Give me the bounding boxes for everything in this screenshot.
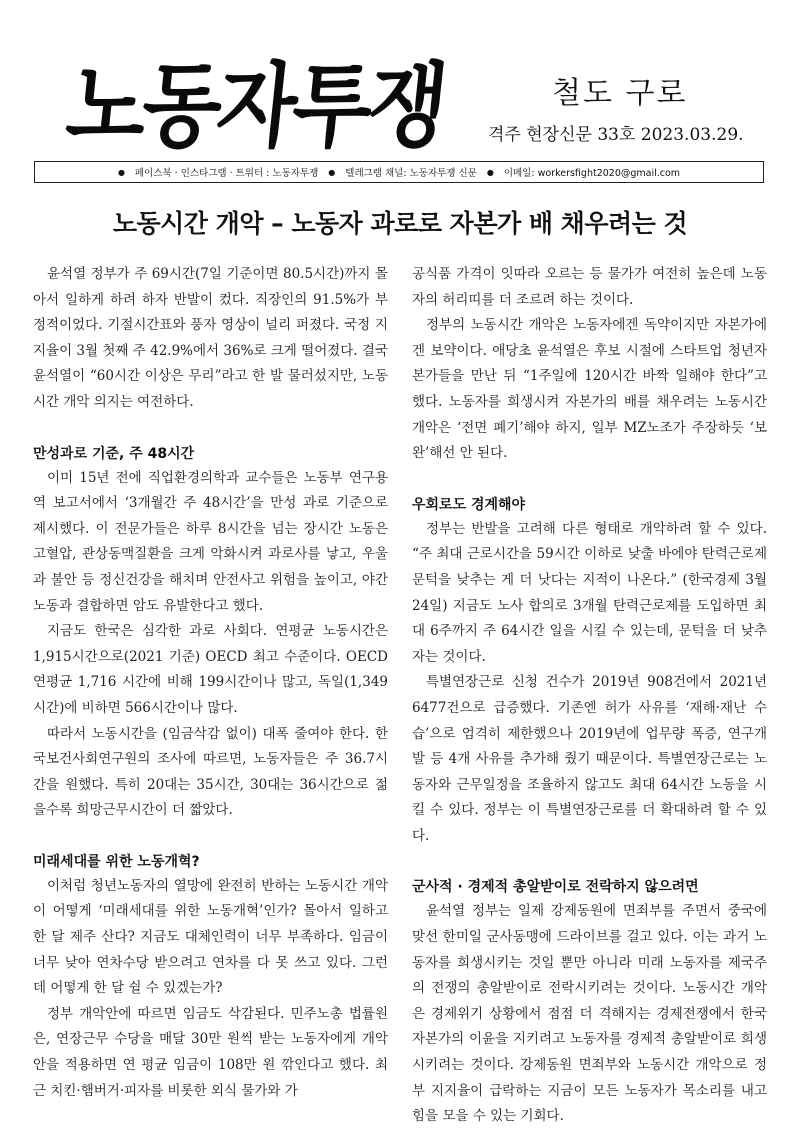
- paragraph: 지금도 한국은 심각한 과로 사회다. 연평균 노동시간은 1,915시간으로(2021 기준) OECD 최고 수준이다. OECD 연평균 1,716 시간에 비해 199시간이나 많고, 독일(1,349시간)에 비하면 566시간이나 많다.: [33, 623, 388, 716]
- paragraph: 공식품 가격이 잇따라 오르는 등 물가가 여전히 높은데 노동자의 허리띠를 더 조르려 하는 것이다.: [412, 266, 767, 308]
- right-column: [412, 262, 767, 1130]
- contact-bar: [34, 161, 764, 183]
- subheading: 우회로도 경계해야: [412, 496, 526, 513]
- issue-info: 격주 현장신문 33호 2023.03.29.: [488, 125, 744, 145]
- paragraph: 윤석열 정부가 주 69시간(7일 기준이면 80.5시간)까지 몰아서 일하게 하려 하자 반발이 컸다. 직장인의 91.5%가 부정적이었다. 기절시간표와 풍자 영상이 널리 퍼졌다. 국정 지지율이 3월 첫째 주 42.9%에서 36%로 크게 떨어졌다. 결국 윤석열이 “60시간 이상은 무리”라고 한 발 물러섰지만, 노동시간 개악 의지는 여전하다.: [33, 266, 388, 410]
- paragraph: 특별연장근로 신청 건수가 2019년 908건에서 2021년 6477건으로 급증했다. 기존엔 허가 사유를 ‘재해·재난 수습’으로 엄격히 제한했으나 2019년에 업무량 폭증, 연구개발 등 4개 사유를 추가해 줬기 때문이다. 특별연장근로는 노동자와 근무일정을 조율하지 않고도 최대 64시간 노동을 시킬 수 있다. 정부는 이 특별연장근로를 더 확대하려 할 수 있다.: [412, 674, 767, 844]
- bullet-icon: ●: [328, 167, 336, 177]
- paragraph: 이처럼 청년노동자의 열망에 완전히 반하는 노동시간 개악이 어떻게 ‘미래세대를 위한 노동개혁’인가? 몰아서 일하고 한 달 제주 산다? 지금도 대체인력이 너무 부족하다. 임금이 너무 낮아 연차수당 받으려고 연차를 다 못 쓰고 있다. 그런데 어떻게 한 달 쉴 수 있겠는가?: [33, 877, 388, 997]
- telegram-channel: 텔레그램 채널: 노동자투쟁 신문: [345, 168, 477, 179]
- paragraph: 따라서 노동시간을 (임금삭감 없이) 대폭 줄여야 한다. 한국보건사회연구원의 조사에 따르면, 노동자들은 주 36.7시간을 원했다. 특히 20대는 35시간, 30대는 36시간으로 젊을수록 희망근무시간이 더 짧았다.: [33, 725, 388, 819]
- paragraph: 이미 15년 전에 직업환경의학과 교수들은 노동부 연구용역 보고서에서 ‘3개월간 주 48시간’을 만성 과로 기준으로 제시했다. 이 전문가들은 하루 8시간을 넘는 장시간 노동은 고혈압, 관상동맥질환을 크게 악화시켜 과로사를 낳고, 우울과 불안 등 정신건강을 해치며 안전사고 위험을 높이고, 야간노동과 결합하면 암도 유발한다고 했다.: [33, 469, 388, 614]
- paragraph: 정부의 노동시간 개악은 노동자에겐 독약이지만 자본가에겐 보약이다. 애당초 윤석열은 후보 시절에 스타트업 청년자본가들을 만난 뒤 “1주일에 120시간 바짝 일해야 한다”고 했다. 노동자를 희생시켜 자본가의 배를 채우려는 노동시간 개악은 ‘전면 폐기’해야 하지, 일부 MZ노조가 주장하듯 ‘보완’해선 안 된다.: [412, 317, 767, 462]
- social-links: 페이스북 · 인스타그램 · 트위터 : 노동자투쟁: [134, 168, 319, 179]
- left-column: [33, 262, 388, 1104]
- article-headline: 노동시간 개악 – 노동자 과로로 자본가 배 채우려는 것: [112, 209, 688, 238]
- newspaper-logo: 노동자투쟁: [61, 54, 449, 161]
- subheading: 만성과로 기준, 주 48시간: [33, 445, 195, 462]
- subheading: 군사적 · 경제적 총알받이로 전락하지 않으려면: [412, 879, 699, 896]
- section-name: 철도 구로: [552, 76, 688, 111]
- email-address: 이메일: workersfight2020@gmail.com: [503, 168, 681, 179]
- masthead: [60, 40, 744, 161]
- subheading: 미래세대를 위한 노동개혁?: [33, 853, 200, 870]
- bullet-icon: ●: [117, 167, 125, 177]
- paragraph: 윤석열 정부는 일제 강제동원에 면죄부를 주면서 중국에 맞선 한미일 군사동맹에 드라이브를 걸고 있다. 이는 과거 노동자를 희생시키는 것일 뿐만 아니라 미래 노동자를 제국주의 전쟁의 총알받이로 전락시키려는 것이다. 노동시간 개악은 경제위기 상황에서 점점 더 격해지는 경제전쟁에서 한국 자본가의 이윤을 지키려고 노동자를 경제적 총알받이로 희생시키려는 것이다. 강제동원 면죄부와 노동시간 개악으로 정부 지지율이 급락하는 지금이 모든 노동자가 목소리를 내고 힘을 모을 수 있는 기회다.: [412, 903, 767, 1125]
- bullet-icon: ●: [486, 167, 494, 177]
- paragraph: 정부 개악안에 따르면 임금도 삭감된다. 민주노총 법률원은, 연장근무 수당을 매달 30만 원씩 받는 노동자에게 개악안을 적용하면 연 평균 임금이 108만 원 깎인다고 했다. 최근 치킨·햄버거·피자를 비롯한 외식 물가와 가: [33, 1005, 388, 1099]
- paragraph: 정부는 반발을 고려해 다른 형태로 개악하려 할 수 있다. “주 최대 근로시간을 59시간 이하로 낮출 바에야 탄력근로제 문턱을 낮추는 게 더 낫다는 지적이 나온다.” (한국경제 3월 24일) 지금도 노사 합의로 3개월 탄력근로제를 도입하면 최대 6주까지 주 64시간 일을 시킬 수 있는데, 문턱을 더 낮추자는 것이다.: [412, 520, 767, 665]
